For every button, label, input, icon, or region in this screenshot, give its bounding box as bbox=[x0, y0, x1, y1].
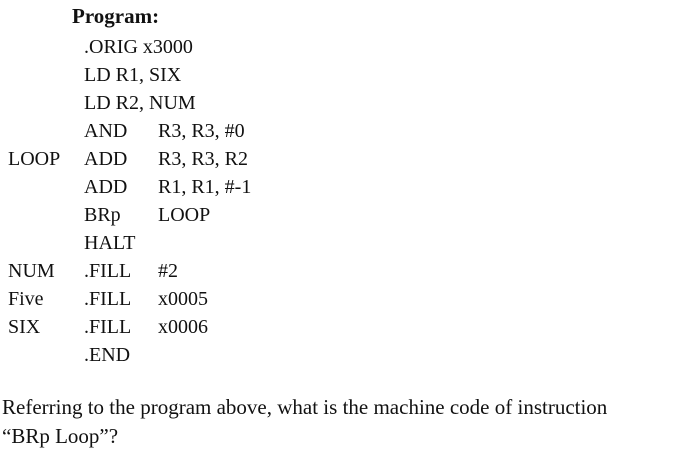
code-line bbox=[0, 257, 700, 285]
code-line bbox=[0, 89, 700, 117]
code-line bbox=[0, 341, 700, 369]
line-instruction: .END bbox=[84, 344, 131, 366]
line-opcode: .FILL bbox=[84, 260, 132, 282]
line-opcode: BRp bbox=[84, 204, 121, 226]
line-operands: R3, R3, #0 bbox=[158, 120, 245, 142]
line-opcode: ADD bbox=[84, 176, 128, 198]
question-line: Referring to the program above, what is the machine code of instruction bbox=[2, 395, 608, 419]
code-line bbox=[0, 229, 700, 257]
line-opcode: .FILL bbox=[84, 316, 132, 338]
question-text bbox=[2, 393, 698, 451]
line-operands: R3, R3, R2 bbox=[158, 148, 249, 170]
code-line bbox=[0, 313, 700, 341]
question-line: “BRp Loop”? bbox=[2, 424, 119, 448]
code-line bbox=[0, 33, 700, 61]
line-instruction: HALT bbox=[84, 232, 136, 254]
line-label: Five bbox=[8, 288, 44, 310]
code-line bbox=[0, 201, 700, 229]
line-instruction: .ORIG x3000 bbox=[84, 36, 193, 58]
line-opcode: ADD bbox=[84, 148, 128, 170]
line-operands: R1, R1, #-1 bbox=[158, 176, 252, 198]
line-label: NUM bbox=[8, 260, 55, 282]
code-line bbox=[0, 117, 700, 145]
program-title: Program: bbox=[72, 4, 160, 28]
line-operands: #2 bbox=[158, 260, 178, 282]
code-line bbox=[0, 285, 700, 313]
line-opcode: AND bbox=[84, 120, 128, 142]
line-instruction: LD R2, NUM bbox=[84, 92, 196, 114]
line-instruction: LD R1, SIX bbox=[84, 64, 182, 86]
code-line bbox=[0, 61, 700, 89]
code-line bbox=[0, 173, 700, 201]
line-label: LOOP bbox=[8, 148, 61, 170]
code-listing bbox=[0, 33, 700, 369]
line-operands: x0005 bbox=[158, 288, 208, 310]
line-label: SIX bbox=[8, 316, 41, 338]
line-operands: x0006 bbox=[158, 316, 208, 338]
code-line bbox=[0, 145, 700, 173]
line-opcode: .FILL bbox=[84, 288, 132, 310]
line-operands: LOOP bbox=[158, 204, 211, 226]
